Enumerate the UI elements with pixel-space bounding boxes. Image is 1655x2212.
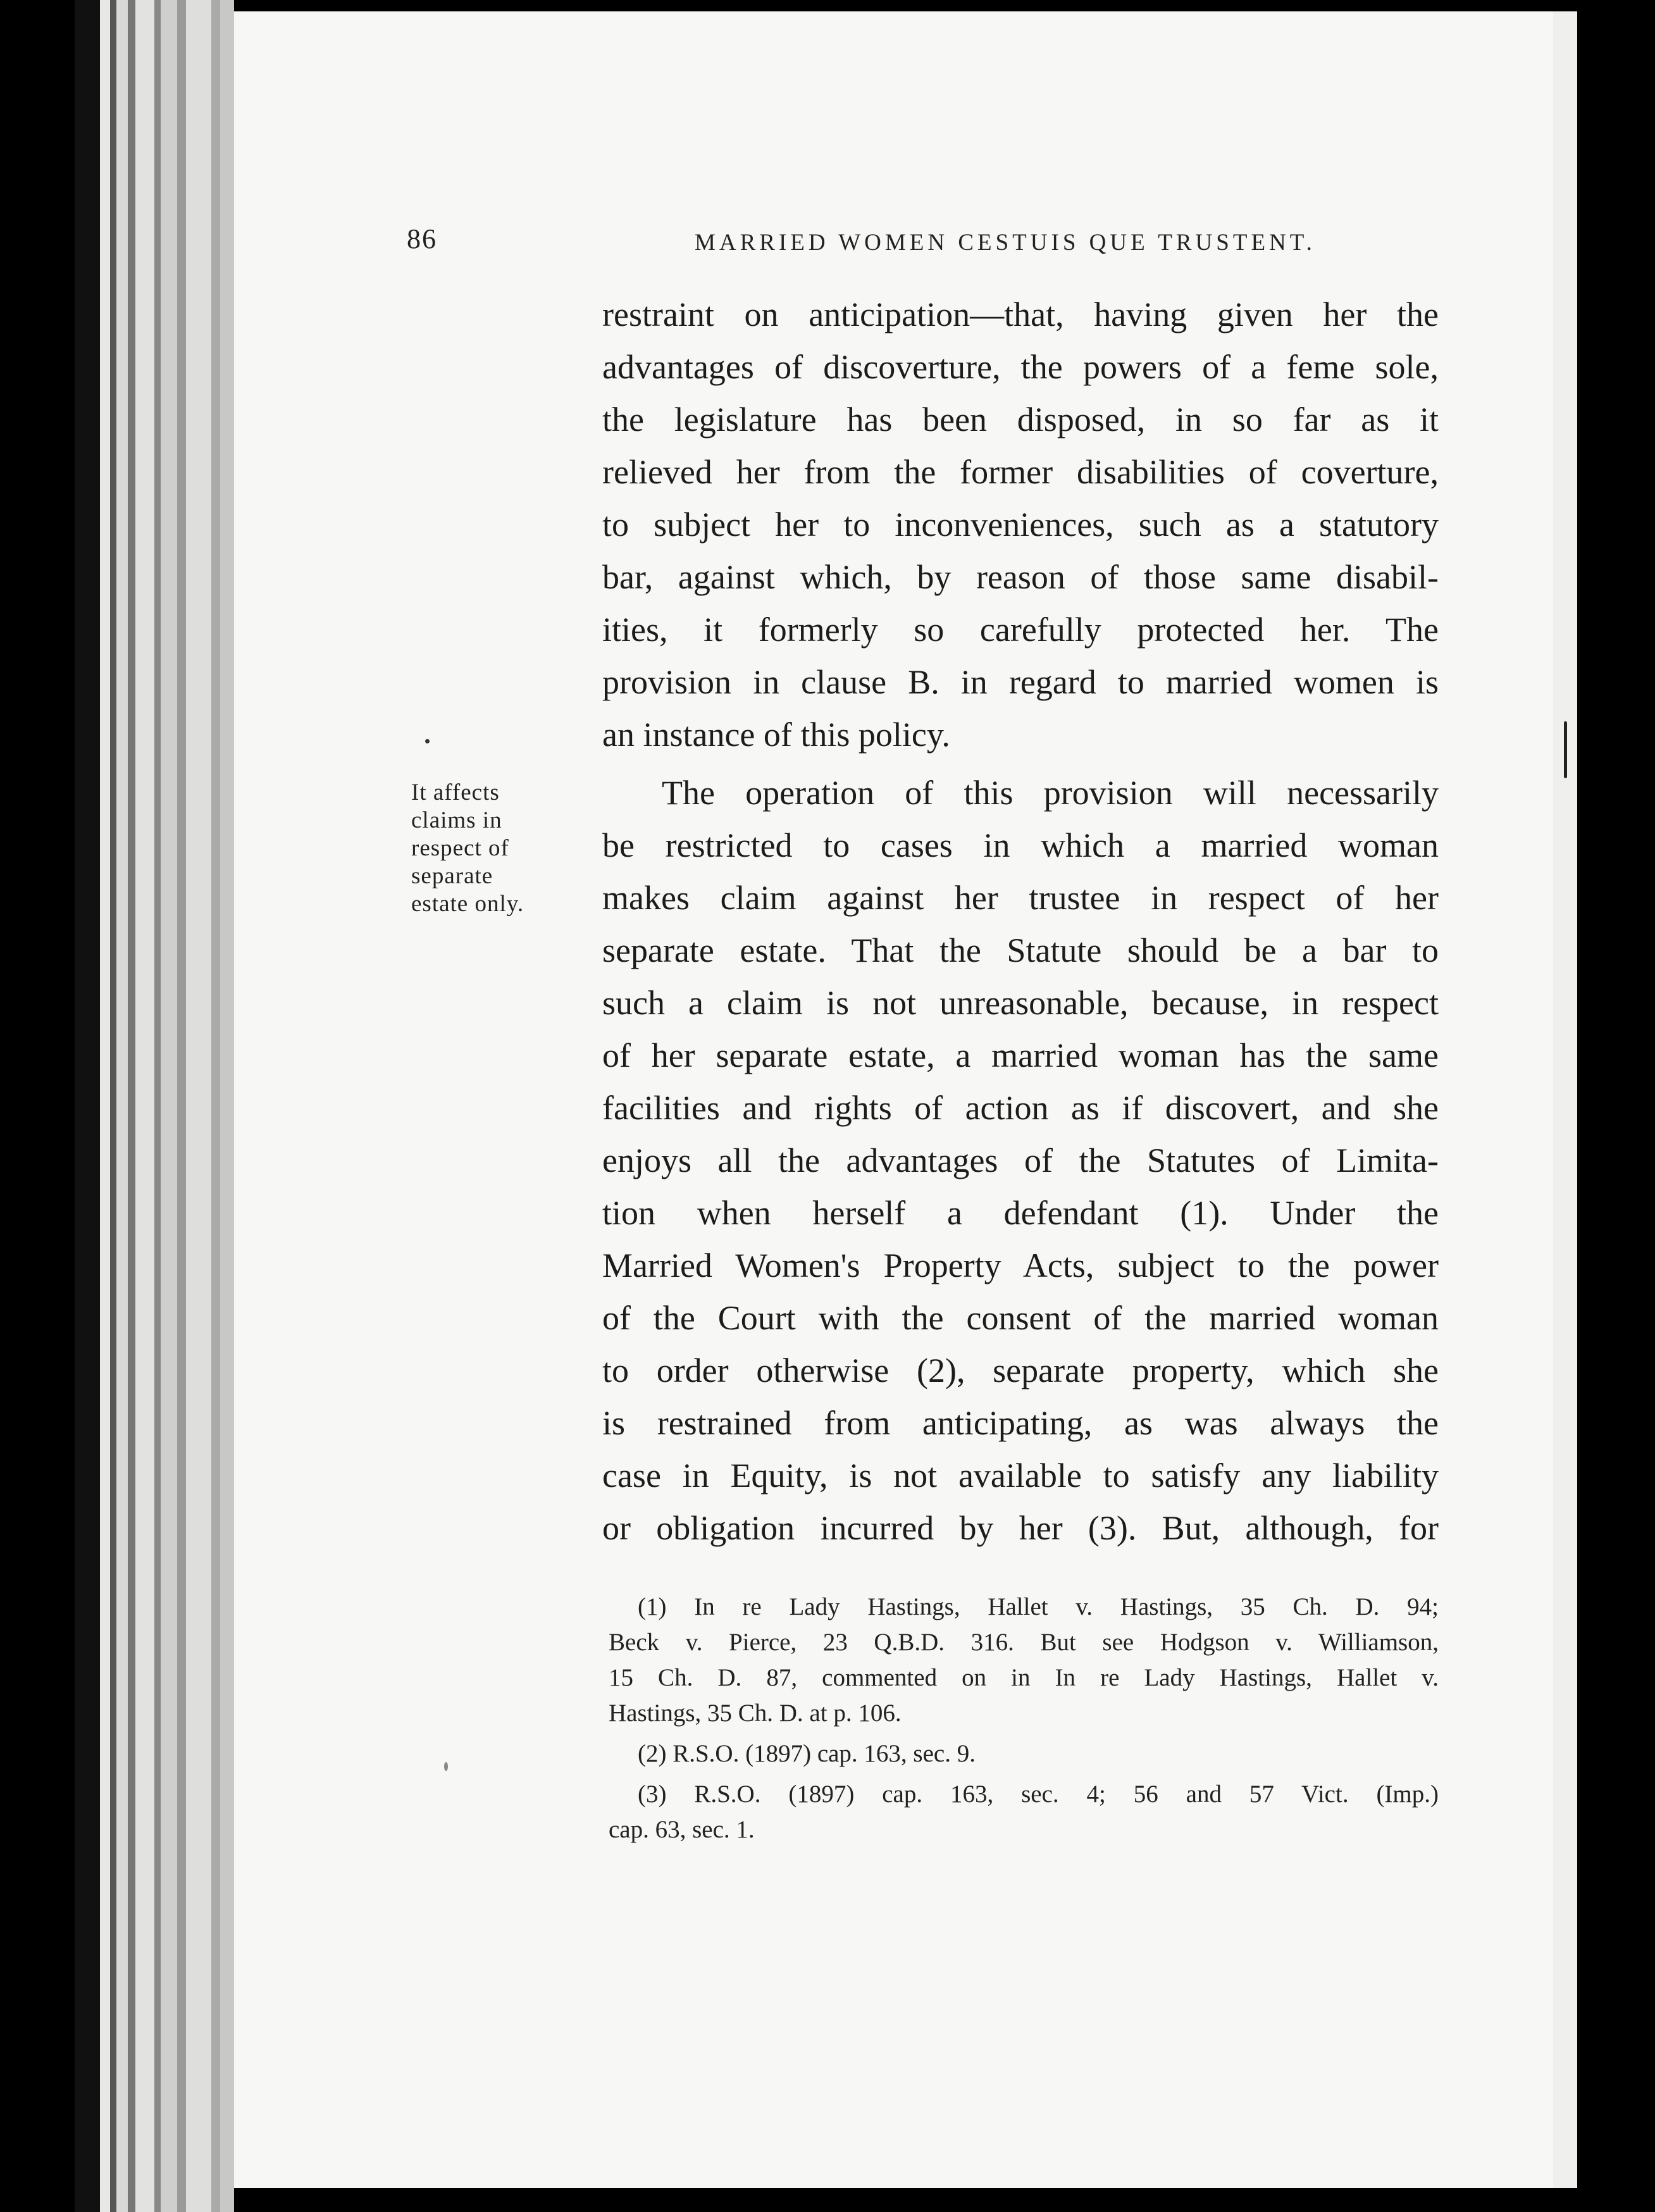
- footnote-line: cap. 63, sec. 1.: [609, 1816, 755, 1843]
- body-line: the legislature has been disposed, in so far as it: [602, 401, 1439, 438]
- speck-mark: [425, 739, 430, 743]
- page-edge: [177, 0, 186, 2212]
- footnote-line: Beck v. Pierce, 23 Q.B.D. 316. But see Hodgson v. Williamson,: [609, 1629, 1439, 1656]
- page-edge: [100, 0, 110, 2212]
- page-edge: [211, 0, 220, 2212]
- body-line: advantages of discoverture, the powers of a feme sole,: [602, 348, 1439, 386]
- page-number: 86: [407, 223, 437, 254]
- body-line: facilities and rights of action as if discovert, and she: [602, 1089, 1439, 1127]
- page-edge: [128, 0, 135, 2212]
- body-line: to subject her to inconveniences, such as a statutory: [602, 506, 1439, 544]
- body-line: or obligation incurred by her (3). But, although, for: [602, 1509, 1439, 1547]
- body-line: of her separate estate, a married woman has the same: [602, 1036, 1439, 1074]
- page-gutter: [1553, 11, 1577, 2188]
- body-line: enjoys all the advantages of the Statutes of Limita-: [602, 1141, 1439, 1179]
- sidenote-line: separate: [411, 863, 493, 889]
- body-line: restraint on anticipation—that, having given her the: [602, 295, 1439, 333]
- page-edge: [220, 0, 234, 2212]
- footnote-line: (3) R.S.O. (1897) cap. 163, sec. 4; 56 and 57 Vict. (Imp.): [638, 1780, 1439, 1808]
- sidenote-line: It affects: [411, 780, 500, 805]
- body-line: makes claim against her trustee in respect of her: [602, 879, 1439, 917]
- page-edge-shadow: [75, 0, 100, 2212]
- body-line: is restrained from anticipating, as was always the: [602, 1404, 1439, 1442]
- body-line: separate estate. That the Statute should be a bar to: [602, 931, 1439, 969]
- body-line: tion when herself a defendant (1). Under the: [602, 1194, 1439, 1232]
- sidenote-line: estate only.: [411, 891, 524, 917]
- footnote-line: 15 Ch. D. 87, commented on in In re Lady Hastings, Hallet v.: [609, 1664, 1439, 1691]
- body-line: an instance of this policy.: [602, 716, 950, 754]
- footnote-line: (1) In re Lady Hastings, Hallet v. Hastings, 35 Ch. D. 94;: [638, 1593, 1439, 1620]
- sidenote-line: claims in: [411, 807, 502, 833]
- footnote-line: Hastings, 35 Ch. D. at p. 106.: [609, 1699, 902, 1727]
- page-edge: [116, 0, 128, 2212]
- body-line: provision in clause B. in regard to married women is: [602, 663, 1439, 701]
- footnote-line: (2) R.S.O. (1897) cap. 163, sec. 9.: [638, 1740, 976, 1767]
- page-edge: [135, 0, 154, 2212]
- body-line: ities, it formerly so carefully protected her. The: [602, 611, 1439, 649]
- body-line: relieved her from the former disabilities of coverture,: [602, 453, 1439, 491]
- speck-mark: [444, 1762, 448, 1771]
- page-edge: [154, 0, 161, 2212]
- page-edge: [161, 0, 177, 2212]
- body-line: case in Equity, is not available to satisfy any liability: [602, 1457, 1439, 1494]
- speck-mark: [1564, 721, 1567, 778]
- page-edge: [110, 0, 116, 2212]
- body-line: Married Women's Property Acts, subject to the power: [602, 1246, 1439, 1284]
- sidenote-line: respect of: [411, 835, 509, 861]
- page-edge: [186, 0, 211, 2212]
- body-line-indent: The operation of this provision will necessarily: [662, 774, 1439, 812]
- body-line: to order otherwise (2), separate property, which she: [602, 1351, 1439, 1389]
- body-line: bar, against which, by reason of those same disabil-: [602, 558, 1439, 596]
- body-line: of the Court with the consent of the married woman: [602, 1299, 1439, 1337]
- body-line: be restricted to cases in which a married woman: [602, 826, 1439, 864]
- body-line: such a claim is not unreasonable, because, in respect: [602, 984, 1439, 1022]
- running-head: MARRIED WOMEN CESTUIS QUE TRUSTENT.: [695, 230, 1316, 256]
